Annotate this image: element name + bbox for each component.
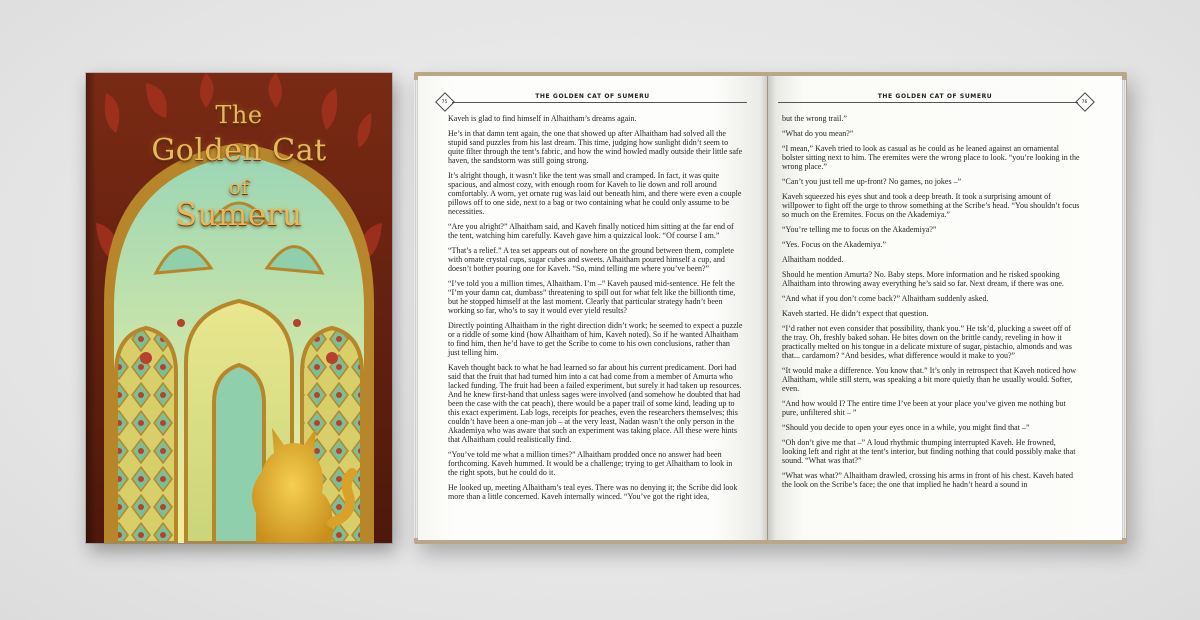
paragraph: It’s alright though, it wasn’t like the tent was small and cramped. In fact, it was quite spacious, and almost cozy, with enough room for Kaveh to lie down and roll around comfortably. A worn, yet ornate rug was laid out beneath him, and there were even a couple pillows off to one side, next to a bag or two containing what he could only assume to be necessities.: [448, 171, 742, 216]
paragraph: Kaveh is glad to find himself in Alhaitham’s dreams again.: [448, 114, 637, 123]
cover-title-line-2: Golden Cat: [151, 133, 327, 168]
paragraph: but the wrong trail.”: [782, 114, 847, 123]
paragraph: Directly pointing Alhaitham in the right direction didn’t work; he seemed to expect a puzzle or a riddle of some kind (how Alhaitham of him, Kaveh noted). So if he wanted Alhaitham to find him, then he’d have to get the Scribe to come to his own conclusions, rather than just telling him.: [448, 321, 743, 357]
cover-title-line-3: of: [228, 175, 250, 199]
paragraph: Should he mention Amurta? No. Baby steps. More information and he risked spooking Alhaitham into throwing away everything he’s said so far. Next dream, if there was one.: [782, 270, 1064, 288]
cover-title-line-1: The: [215, 101, 263, 129]
paragraph: “You’re telling me to focus on the Akademiya?”: [782, 225, 937, 234]
paragraph: “Should you decide to open your eyes once in a while, you might find that –”: [782, 423, 1030, 432]
paragraph: Kaveh thought back to what he had learned so far about his current predicament. Dori had said that the fruit that had turned him into a cat had come from a member of Amurta who lacked funding. The fruit had been a failed experiment, but surely it had taken up resources. And he knew first-hand that unless sages were involved (and somehow he doubted that had been the case with the cat peach), there would be a paper trail of some kind, leading up to this exact experiment. Lab logs, receipts for peaches, even the researchers themselves; this couldn’t have been a one-man job – at the very least, Nadan wasn’t the only person in the Akademiya who was aware that such an experiment was taking place. All these were hints that Alhaitham could realistically find.: [448, 363, 742, 444]
book-gutter-shadow: [760, 76, 776, 540]
paragraph: “I’d rather not even consider that possibility, thank you.” He tsk’d, plucking a sweet off of the tray. Oh, freshly baked sohan. He bites down on the brittle candy, reveling in how it practically melted on his tongue in a delicate mixture of sugar, pistachio, almonds and was that... cardamom? “And besides, what difference would it make to you?”: [782, 324, 1072, 360]
paragraph: Kaveh started. He didn’t expect that question.: [782, 309, 929, 318]
paragraph: Alhaitham nodded.: [782, 255, 844, 264]
left-page-header: [438, 94, 747, 110]
paragraph: “It would make a difference. You know that.” It’s only in retrospect that Kaveh noticed how Alhaitham, while still stern, was speaking a bit more quietly than he usually would. Softer, even.: [782, 366, 1076, 393]
paragraph: “And what if you don’t come back?” Alhaitham suddenly asked.: [782, 294, 989, 303]
paragraph: “That’s a relief.” A tea set appears out of nowhere on the ground between them, complete with ornate crystal cups, sugar cubes and sweets. Alhaitham poured himself a cup, and doesn’t bother pouring one for Kaveh. “So, mind telling me where you’ve been?”: [448, 246, 734, 273]
cover-title-line-4: Sumeru: [175, 197, 303, 233]
paragraph: He’s in that damn tent again, the one that showed up after Alhaitham had solved all the stupid sand puzzles from his last dream. This time, judging how sunlight didn’t seem to quite filter through the tent’s fabric, and how the wind howled madly outside their little safe haven, the sandstorm was still going strong.: [448, 129, 743, 165]
right-page-header: [778, 94, 1092, 110]
paragraph: “What do you mean?”: [782, 129, 854, 138]
running-head: THE GOLDEN CAT OF SUMERU: [438, 93, 747, 100]
page-number: 76: [1082, 99, 1088, 105]
right-page: [768, 76, 1122, 540]
left-page-text: [448, 114, 743, 507]
header-rule: [452, 102, 747, 103]
right-page-text: [782, 114, 1082, 495]
paragraph: “Oh don’t give me that –” A loud rhythmic thumping interrupted Kaveh. He frowned, looking left and right at the tent’s interior, but finding nothing that could possibly make that sound. “What was that?”: [782, 438, 1076, 465]
page-number: 75: [442, 99, 448, 105]
book-cover: [86, 73, 392, 543]
paragraph: “And how would I? The entire time I’ve been at your place you’ve given me nothing but pure, unfiltered shit – ”: [782, 399, 1066, 417]
paragraph: “Are you alright?” Alhaitham said, and Kaveh finally noticed him sitting at the far end of the tent, watching him carefully. Kaveh gave him a quizzical look. “Of course I am.”: [448, 222, 734, 240]
running-head: THE GOLDEN CAT OF SUMERU: [778, 93, 1092, 100]
paragraph: “You’ve told me what a million times?” Alhaitham prodded once no answer had been forthcoming. Kaveh hummed. It would be a challenge; trying to get Alhaitham to look in the right spots, but he could do it.: [448, 450, 733, 477]
paragraph: “Yes. Focus on the Akademiya.”: [782, 240, 887, 249]
paragraph: “I mean,” Kaveh tried to look as casual as he could as he leaned against an ornamental bolster sitting next to him. The eremites were the wrong place to look. “you’re looking in the wrong place.”: [782, 144, 1080, 171]
paragraph: Kaveh squeezed his eyes shut and took a deep breath. It took a surprising amount of willpower to fight off the urge to throw something at the Scribe’s head. “You shouldn’t focus so much on the Eremites. Focus on the Akademiya.”: [782, 192, 1080, 219]
paragraph: He looked up, meeting Alhaitham’s teal eyes. There was no denying it; the Scribe did look more than a little concerned. Kaveh internally winced. “You’ve got the right idea,: [448, 483, 738, 501]
paragraph: “What was what?” Alhaitham drawled, crossing his arms in front of his chest. Kaveh hated the look on the Scribe’s face; the one that implied he hadn’t heard a sound in: [782, 471, 1074, 489]
paragraph: “Can’t you just tell me up-front? No games, no jokes –”: [782, 177, 962, 186]
paragraph: “I’ve told you a million times, Alhaitham. I’m –” Kaveh paused mid-sentence. He felt the “I’m your damn cat, dumbass” threatening to spill out for what felt like the billionth time, but he stopped himself at the last moment. Clearly that particular strategy hadn’t been working so far, who’s to say it would ever yield results?: [448, 279, 736, 315]
header-rule: [778, 102, 1078, 103]
left-page: [418, 76, 767, 540]
